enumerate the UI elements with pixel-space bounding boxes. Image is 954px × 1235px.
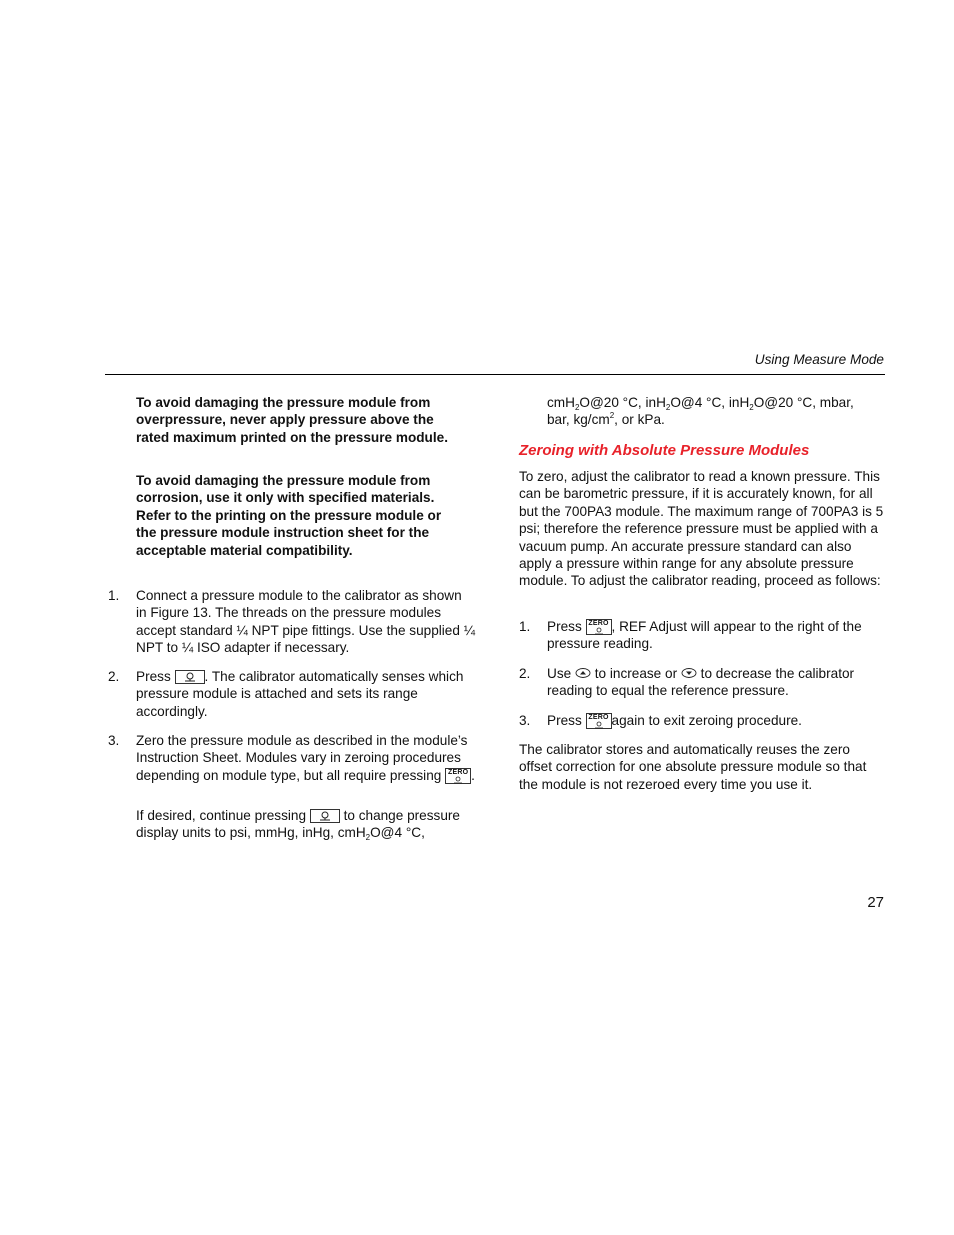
step-number: 1. (108, 588, 120, 603)
step-3-extra-after: to change pressure display units to psi, mmHg, inHg, cmH (136, 808, 460, 841)
step-2-after: . The calibrator automatically senses which pressure module is attached and sets its range accordingly. (136, 669, 464, 719)
step-1-text: Connect a pressure module to the calibrator as shown in Figure 13. The threads on the pressure modules accept standard ¼ NPT pipe fittings. Use the supplied ¼ NPT to ¼ ISO adapter if necessary. (136, 588, 476, 656)
step-3-extra-tail: O@4 °C, (370, 825, 425, 841)
step-3-after: . (471, 767, 475, 783)
page-number: 27 (867, 894, 884, 911)
step-number: 1. (519, 619, 531, 634)
intro-paragraph: To zero, adjust the calibrator to read a known pressure. This can be barometric pressure, if it is accurately known, for all but the 700PA3 module. The maximum range of 700PA3 is 5 psi; therefore the reference pressure must be applied with a vacuum pump. An accurate pressure standard can also apply a pressure within range for any absolute pressure module. To adjust the calibrator reading, proceed as follows: (519, 469, 884, 589)
warning-corrosion: To avoid damaging the pressure module from corrosion, use it only with specified materials. Refer to the printing on the pressure module or the pressure module instruction sheet for the acceptable material compatibility. (136, 473, 442, 558)
step-3-before: Zero the pressure module as described in the module’s Instruction Sheet. Modules vary in zeroing procedures depending on module type, but all require pressing (136, 733, 468, 783)
header-rule (105, 374, 885, 375)
zero-step-1-text: Press ZERO , REF Adjust will appear to the right of the pressure reading. (547, 619, 862, 652)
down-arrow-key-icon (681, 666, 697, 678)
step-3-text (136, 732, 476, 784)
step-number: 3. (108, 733, 120, 748)
zero-step-3-text: Press ZERO again to exit zeroing procedure. (547, 713, 802, 728)
step-2-before: Press (136, 669, 171, 684)
units-continued: cmH$_2$O@20 °C, inH$_2$O@4 °C, inH$_2$O@20 °C, mbar, bar, $kg/cm^2$, or kPa. (547, 395, 854, 428)
step-number: 2. (108, 669, 120, 684)
warning-overpressure: To avoid damaging the pressure module from overpressure, never apply pressure above the rated maximum printed on the pressure module. (136, 395, 448, 445)
running-header: Using Measure Mode (754, 352, 884, 367)
closing-paragraph: The calibrator stores and automatically reuses the zero offset correction for one absolute pressure module so that the module is not rezeroed every time you use it. (519, 742, 867, 792)
pressure-unit-key-icon (175, 670, 205, 684)
step-number: 2. (519, 666, 531, 681)
zero-key-icon: ZERO (445, 768, 471, 784)
step-2-text (136, 668, 476, 720)
pressure-unit-key-icon (310, 809, 340, 823)
section-heading: Zeroing with Absolute Pressure Modules (519, 442, 810, 459)
up-arrow-key-icon (575, 666, 591, 678)
step-3-extra-before: If desired, continue pressing (136, 808, 307, 823)
step-number: 3. (519, 713, 531, 728)
zero-step-2-text: Use to increase or to decrease the calibrator reading to equal the reference pressure. (547, 666, 855, 699)
zero-key-icon: ZERO (586, 713, 612, 729)
zero-key-icon: ZERO (586, 619, 612, 635)
step-3-extra: If desired, continue pressing to change pressure display units to psi, mmHg, inHg, cmH$_2$O@4 °C, (136, 808, 460, 843)
